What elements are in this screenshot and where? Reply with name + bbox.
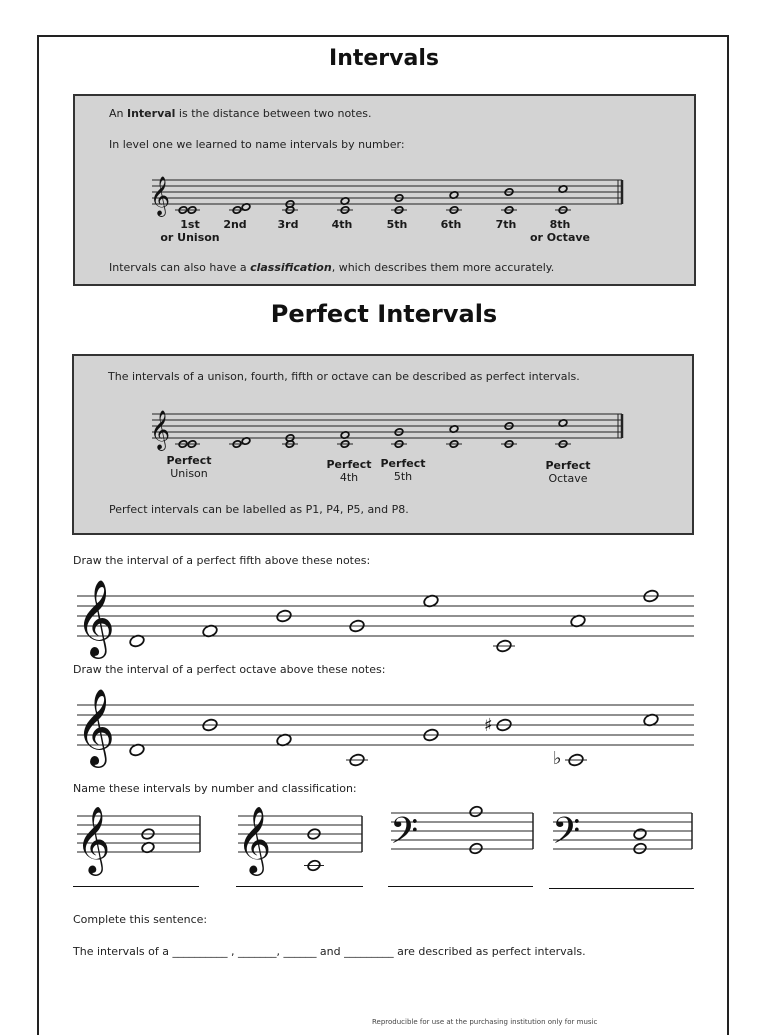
interval-label-6: 6th (440, 218, 462, 231)
answer-line-4[interactable] (549, 888, 694, 889)
section-title-perfect: Perfect Intervals (270, 300, 498, 328)
answer-line-1[interactable] (73, 886, 199, 887)
bass-clef-icon: 𝄢 (390, 810, 419, 861)
interval-label-3: 3rd (277, 218, 299, 231)
exercise-4-instruction: Complete this sentence: (73, 913, 208, 926)
perfect-label-octave: Perfect Octave (545, 459, 591, 485)
exercise-2-instruction: Draw the interval of a perfect octave above these notes: (73, 663, 386, 676)
exercise-3-instruction: Name these intervals by number and classification: (73, 782, 357, 795)
treble-clef-icon: 𝄞 (76, 579, 116, 656)
interval-label-8: 8th or Octave (530, 218, 590, 244)
interval-label-7: 7th (495, 218, 517, 231)
treble-clef-icon: 𝄞 (150, 176, 171, 216)
answer-line-3[interactable] (388, 886, 533, 887)
perfect-line-2: Perfect intervals can be labelled as P1, P4, P5, and P8. (109, 503, 409, 516)
answer-line-2[interactable] (236, 886, 363, 887)
intro-box (73, 94, 696, 286)
perfect-label-unison: Perfect Unison (166, 454, 212, 480)
sharp-icon: ♯ (484, 715, 493, 736)
interval-label-5: 5th (386, 218, 408, 231)
treble-clef-icon: 𝄞 (76, 805, 111, 873)
flat-icon: ♭ (553, 748, 562, 769)
intro-line-3: Intervals can also have a classification, which describes them more accurately. (109, 261, 555, 274)
treble-clef-icon: 𝄞 (150, 410, 171, 450)
interval-label-1: 1st or Unison (160, 218, 220, 244)
intro-line-1: An Interval is the distance between two notes. (109, 107, 372, 120)
treble-clef-icon: 𝄞 (76, 688, 116, 765)
perfect-line-1: The intervals of a unison, fourth, fifth or octave can be described as perfect intervals. (108, 370, 580, 383)
interval-label-4: 4th (331, 218, 353, 231)
page-title: Intervals (329, 46, 439, 71)
bass-clef-icon: 𝄢 (552, 810, 581, 861)
exercise-1-instruction: Draw the interval of a perfect fifth above these notes: (73, 554, 371, 567)
footer-text-fragment: Reproducible for use at the purchasing institution only for music (372, 1018, 598, 1026)
treble-clef-icon: 𝄞 (237, 805, 272, 873)
fill-in-sentence[interactable]: The intervals of a __________ , _______, ______ and _________ are described as perfect intervals. (73, 945, 586, 958)
interval-label-2: 2nd (223, 218, 247, 231)
intro-line-2: In level one we learned to name intervals by number: (109, 138, 405, 151)
perfect-label-5th: Perfect 5th (380, 457, 426, 483)
perfect-label-4th: Perfect 4th (326, 458, 372, 484)
